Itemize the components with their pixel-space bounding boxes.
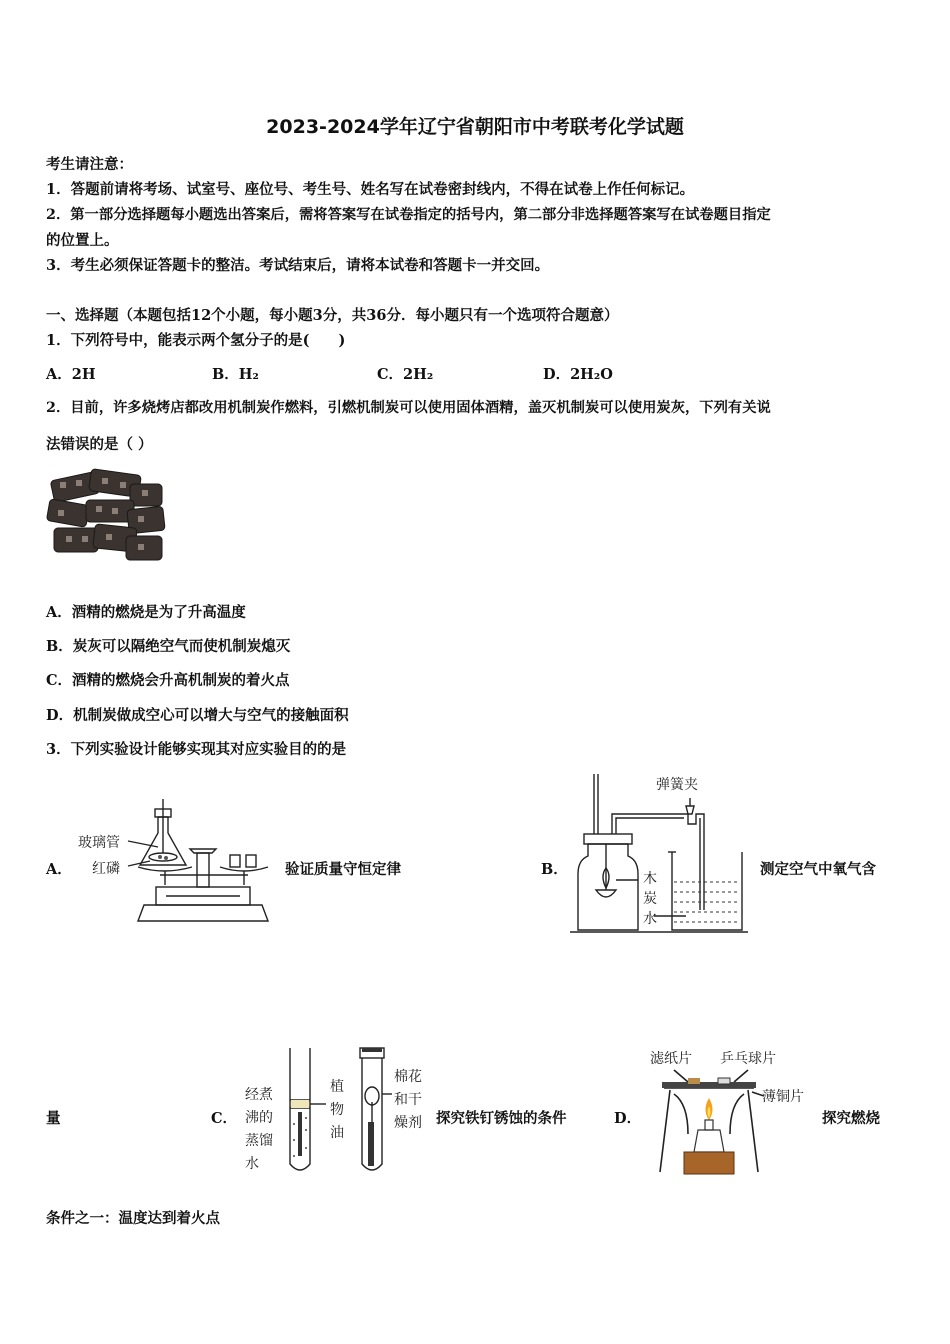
notice-item-2-cont: 的位置上。 [46, 232, 119, 249]
q3-c-purpose: 探究铁钉锈蚀的条件 [436, 1110, 567, 1127]
q3-b-purpose: 测定空气中氧气含 [760, 861, 876, 878]
q1-stem: 1．下列符号中，能表示两个氢分子的是( ) [46, 332, 346, 349]
charcoal-image [46, 466, 166, 570]
q2-option-d: D．机制炭做成空心可以增大与空气的接触面积 [46, 707, 349, 724]
label-boiled-1: 经煮 [245, 1087, 273, 1103]
label-cotton-3: 燥剂 [394, 1115, 422, 1131]
q2-option-a: A．酒精的燃烧是为了升高温度 [46, 604, 246, 621]
q3-d-purpose: 探究燃烧 [822, 1110, 880, 1127]
label-charcoal-2: 炭 [643, 891, 657, 907]
q1-option-a: A．2H [46, 366, 96, 383]
label-water: 水 [643, 911, 657, 927]
label-cotton-1: 棉花 [394, 1069, 422, 1085]
notice-item-1: 1．答题前请将考场、试室号、座位号、考生号、姓名写在试卷密封线内，不得在试卷上作任何标记。 [46, 181, 695, 198]
label-spring-clip: 弹簧夹 [656, 777, 698, 793]
q3-b-letter: B． [541, 861, 568, 878]
q2-option-b: B．炭灰可以隔绝空气而使机制炭熄灭 [46, 638, 291, 655]
label-oil-3: 油 [330, 1125, 344, 1141]
notice-item-3: 3．考生必须保证答题卡的整洁。考试结束后，请将本试卷和答题卡一并交回。 [46, 257, 550, 274]
q2-stem-line2: 法错误的是（ ） [46, 436, 153, 453]
notice-item-2: 2．第一部分选择题每小题选出答案后，需将答案写在试卷指定的括号内，第二部分非选择题答案写在试卷题目指定 [46, 207, 771, 223]
q1-option-c: C．2H₂ [377, 366, 434, 383]
label-oil-1: 植 [330, 1079, 344, 1095]
q3-stem: 3．下列实验设计能够实现其对应实验目的的是 [46, 741, 347, 758]
label-glass-tube: 玻璃管 [78, 835, 120, 851]
page-title: 2023-2024学年辽宁省朝阳市中考联考化学试题 [266, 116, 684, 138]
label-red-phosphorus: 红磷 [92, 861, 120, 877]
oxygen-measurement-figure [568, 770, 753, 938]
label-charcoal-1: 木 [643, 871, 657, 887]
label-pingpong: 乒乓球片 [720, 1051, 776, 1067]
label-copper-sheet: 薄铜片 [762, 1089, 804, 1105]
q3-b-purpose-cont: 量 [46, 1110, 61, 1127]
combustion-figure [648, 1064, 770, 1178]
section-heading: 一、选择题（本题包括12个小题，每小题3分，共36分．每小题只有一个选项符合题意） [46, 307, 619, 324]
q1-option-d: D．2H₂O [543, 366, 613, 383]
q3-d-letter: D． [614, 1110, 642, 1127]
label-boiled-4: 水 [245, 1156, 259, 1172]
q3-a-letter: A． [46, 861, 72, 878]
q3-a-purpose: 验证质量守恒定律 [285, 861, 401, 878]
label-boiled-3: 蒸馏 [245, 1133, 273, 1149]
q3-d-purpose-cont: 条件之一：温度达到着火点 [46, 1210, 220, 1227]
label-boiled-2: 沸的 [245, 1110, 273, 1126]
label-filter-paper: 滤纸片 [650, 1051, 692, 1067]
label-cotton-2: 和干 [394, 1092, 422, 1108]
label-oil-2: 物 [330, 1102, 344, 1118]
q2-option-c: C．酒精的燃烧会升高机制炭的着火点 [46, 672, 290, 689]
q3-c-letter: C． [211, 1110, 238, 1127]
q1-option-b: B．H₂ [212, 366, 259, 383]
notice-heading: 考生请注意： [46, 156, 133, 173]
q2-stem-line1: 2．目前，许多烧烤店都改用机制炭作燃料，引燃机制炭可以使用固体酒精，盖灭机制炭可以使用炭灰，下列有关说 [46, 400, 771, 416]
